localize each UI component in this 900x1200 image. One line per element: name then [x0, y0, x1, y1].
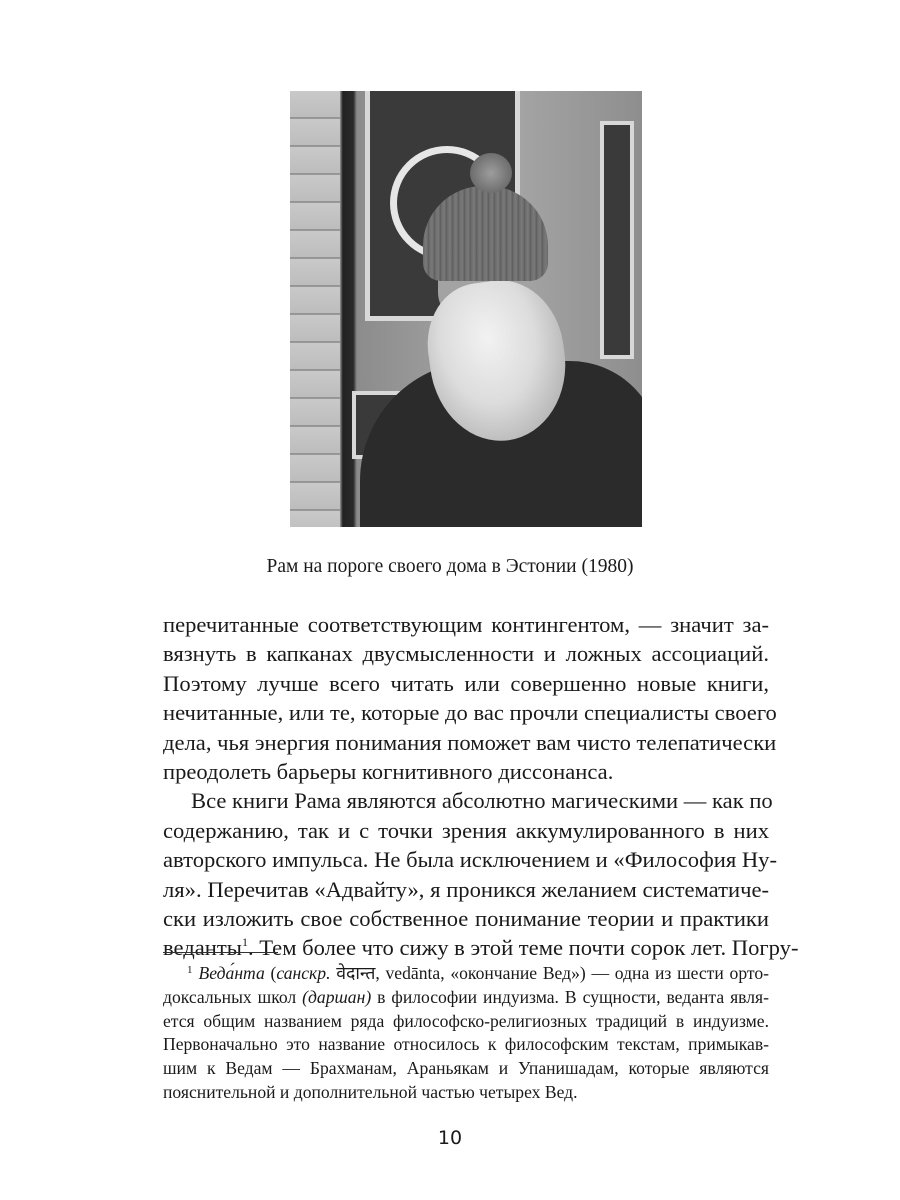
footnote-text: ( [264, 963, 277, 983]
body-text-fragment: веданты [163, 935, 242, 961]
body-line: авторского импульса. Не была исключением и «Философия Ну- [163, 847, 778, 873]
footnote-mark: 1 [187, 964, 193, 976]
footnote-line: ется общим названием ряда философско-религиозных традиций в индуизме. [163, 1010, 769, 1031]
page-number: 10 [437, 1127, 463, 1149]
footnote-term: Веда́нта [198, 963, 265, 983]
paragraph-start-line: Все книги Рама являются абсолютно магическими — как по [191, 788, 773, 814]
photo-door-panel-right [600, 121, 634, 359]
figure-caption: Рам на пороге своего дома в Эстонии (1980) [266, 556, 634, 577]
body-line [163, 933, 799, 962]
body-line: преодолеть барьеры когнитивного диссонанса. [163, 758, 614, 784]
footnote-line: пояснительной и дополнительной частью четырех Вед. [163, 1081, 578, 1102]
footnote-line: Первоначально это название относилось к философским текстам, примыкав- [163, 1034, 769, 1055]
footnote-italic-term: (даршан) [302, 986, 372, 1007]
photograph [290, 91, 642, 527]
footnote-text: в философии индуизма. В сущности, веданта явля- [371, 986, 769, 1007]
footnote-separator [163, 952, 278, 953]
footnote-line: шим к Ведам — Брахманам, Араньякам и Упанишадам, которые являются [163, 1058, 769, 1079]
body-line: перечитанные соответствующим контингентом, — значит за- [163, 612, 769, 637]
body-text [163, 610, 799, 963]
footnote-reference[interactable]: 1 [241, 935, 248, 950]
body-line: вязнуть в капканах двусмысленности и ложных ассоциаций. [163, 641, 769, 667]
footnote-text: доксальных школ [163, 986, 303, 1007]
body-line: нечитанные, или те, которые до вас прочли специалисты своего [163, 700, 777, 726]
body-line: ля». Перечитав «Адвайту», я проникся желанием систематиче- [163, 876, 769, 902]
body-line: Поэтому лучше всего читать или совершенно новые книги, [163, 670, 769, 696]
footnote-line [163, 986, 769, 1010]
footnote-devanagari: वेदान्त [330, 963, 376, 983]
photo-wall-planks [290, 91, 340, 527]
footnote-text: , vedānta, «окончание Вед») — одна из шести орто- [375, 963, 769, 983]
footnote [163, 962, 769, 1105]
footnote-line [163, 962, 769, 986]
body-line: ски изложить свое собственное понимание теории и практики [163, 905, 769, 931]
body-line: содержанию, так и с точки зрения аккумулированного в них [163, 817, 769, 843]
footnote-abbr: санскр. [276, 963, 331, 983]
body-text-fragment: . Тем более что сижу в этой теме почти сорок лет. Погру- [247, 935, 799, 961]
photo-hat-pompom [470, 153, 512, 193]
body-line: дела, чья энергия понимания поможет вам чисто телепатически [163, 729, 777, 755]
